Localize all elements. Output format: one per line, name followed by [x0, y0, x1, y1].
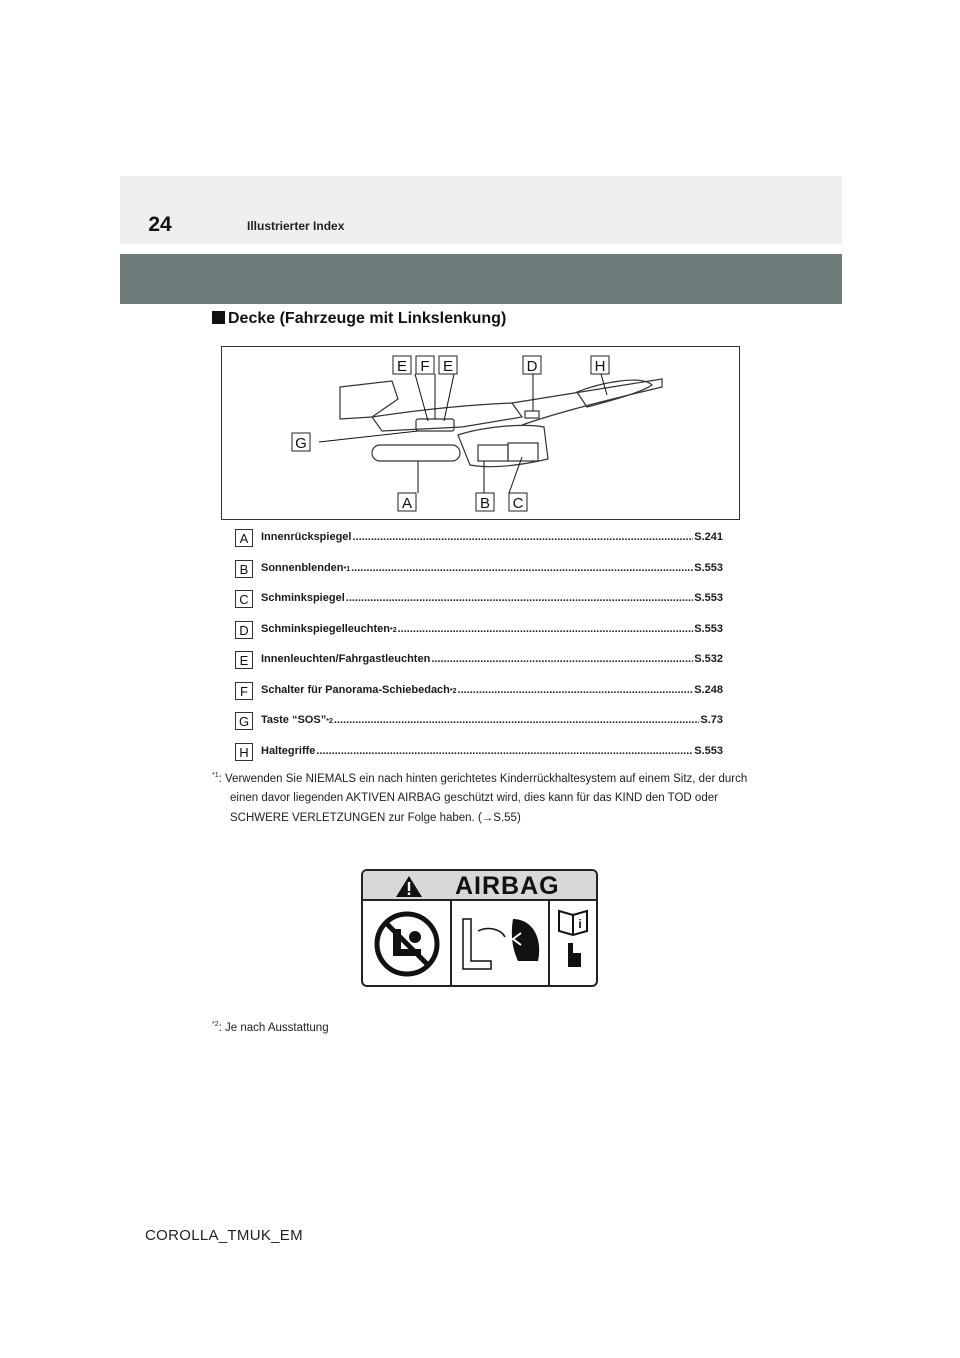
item-label: Schalter für Panorama-Schiebedach	[261, 683, 450, 696]
no-rear-facing-seat-icon	[377, 914, 437, 974]
item-sup: *2	[389, 626, 397, 634]
index-item-a	[235, 526, 723, 557]
item-page-ref[interactable]: S.248	[694, 683, 723, 696]
index-item-f	[235, 679, 723, 710]
manual-book-icon	[559, 911, 587, 967]
index-list	[235, 526, 723, 770]
footnote-1-text: : Verwenden Sie NIEMALS ein nach hinten gerichtetes Kinderrückhaltesystem auf einem Sitz, der durch einen davor liegenden AKTIVEN AIRBAG geschützt wird, dies kann für das KIND den TOD oder SCHWERE VERLETZUNGEN zur Folge haben. (→S.55)	[218, 772, 748, 824]
item-sup: *2	[449, 687, 457, 695]
callout-a: A	[401, 495, 413, 512]
item-page-ref[interactable]: S.532	[694, 653, 723, 665]
index-item-d	[235, 618, 723, 649]
heading-text: Decke (Fahrzeuge mit Linkslenkung)	[228, 310, 507, 327]
airbag-pictograms	[363, 871, 598, 987]
item-letter: G	[235, 712, 253, 730]
item-page-ref[interactable]: S.553	[694, 592, 723, 604]
index-item-g	[235, 709, 723, 740]
grab-handle	[577, 380, 652, 407]
windshield-frame	[340, 381, 398, 419]
footnote-2	[212, 1015, 329, 1038]
item-letter: D	[235, 621, 253, 639]
item-sup: *2	[326, 718, 333, 725]
item-label: Haltegriffe	[261, 744, 316, 757]
callout-e-right: E	[442, 358, 454, 375]
footnote-2-text: : Je nach Ausstattung	[218, 1021, 329, 1034]
item-label: Schminkspiegel	[261, 592, 345, 604]
item-label: Schminkspiegelleuchten	[261, 622, 390, 635]
callout-e-left: E	[396, 358, 408, 375]
item-letter: E	[235, 651, 253, 669]
item-letter: F	[235, 682, 253, 700]
index-item-b	[235, 557, 723, 588]
index-item-c	[235, 587, 723, 618]
ceiling-drawing	[222, 347, 741, 521]
footnote-2-mark: *2	[212, 1021, 219, 1028]
callout-c: C	[512, 495, 524, 512]
item-letter: C	[235, 590, 253, 608]
callout-f: F	[420, 358, 430, 375]
vanity-light	[525, 411, 539, 418]
section-heading	[212, 310, 506, 328]
item-label: Sonnenblenden	[261, 561, 344, 574]
square-bullet-icon	[212, 311, 225, 324]
svg-text:i: i	[578, 917, 582, 931]
item-page-ref[interactable]: S.553	[694, 744, 723, 757]
item-page-ref[interactable]: S.73	[700, 714, 723, 726]
item-label: Innenrückspiegel	[261, 531, 352, 543]
header-band	[120, 176, 842, 244]
callout-g: G	[295, 435, 307, 452]
item-letter: A	[235, 529, 253, 547]
item-page-ref[interactable]: S.553	[694, 622, 723, 635]
callout-b: B	[479, 495, 491, 512]
header-dark-band	[120, 254, 842, 304]
index-item-e	[235, 648, 723, 679]
rear-view-mirror	[372, 445, 460, 461]
airbag-warning-label	[361, 869, 598, 987]
airbag-word: AIRBAG	[455, 872, 560, 900]
item-sup: *1	[343, 565, 351, 573]
ceiling-illustration	[221, 346, 740, 520]
callout-d: D	[526, 358, 538, 375]
page-number: 24	[148, 213, 172, 236]
footnote-1	[212, 766, 752, 828]
item-label: Innenleuchten/Fahrgastleuchten	[261, 653, 431, 665]
airbag-deploy-icon	[463, 919, 539, 969]
section-title: Illustrierter Index	[247, 219, 345, 233]
item-page-ref[interactable]: S.241	[694, 531, 723, 543]
callout-h: H	[594, 358, 606, 375]
item-page-ref[interactable]: S.553	[694, 561, 723, 574]
visor-pad	[478, 445, 508, 461]
item-letter: H	[235, 743, 253, 761]
vanity-mirror	[508, 443, 538, 461]
footnote-1-mark: *1	[212, 772, 219, 779]
item-label: Taste “SOS”	[261, 714, 327, 726]
document-code: COROLLA_TMUK_EM	[145, 1227, 303, 1244]
item-letter: B	[235, 560, 253, 578]
warning-icon	[396, 876, 422, 897]
